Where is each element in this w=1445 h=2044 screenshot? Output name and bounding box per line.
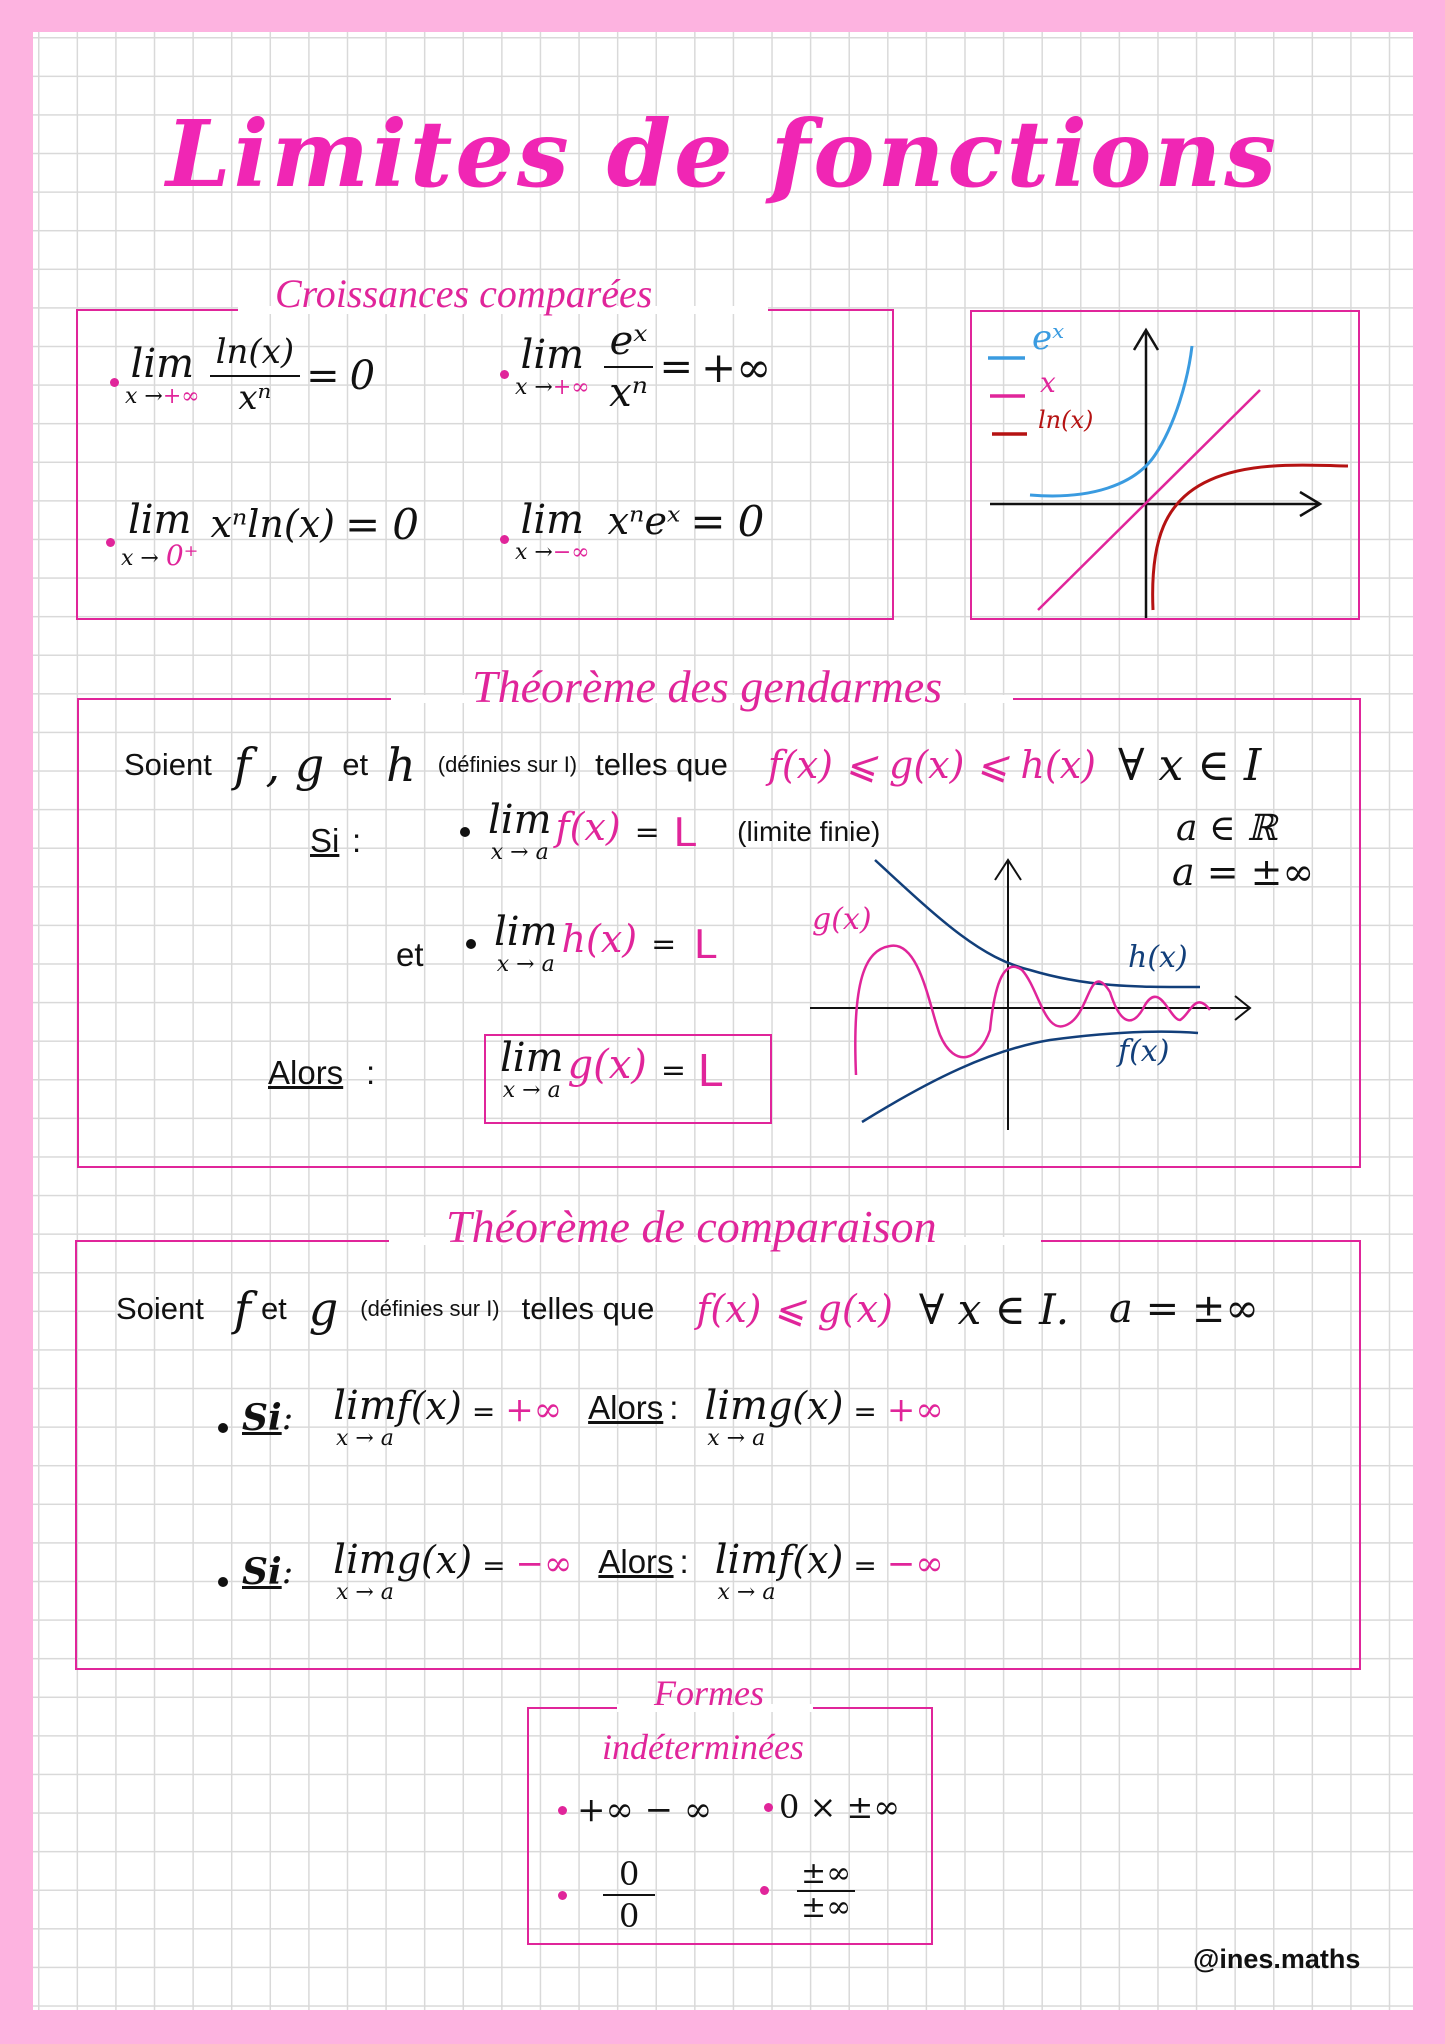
limit-xn-ln: lim x → 0⁺ xⁿln(x) = 0 bbox=[106, 500, 419, 570]
bullet-dot bbox=[218, 1577, 228, 1587]
limit-xn-exp: lim x →−∞ xⁿeˣ = 0 bbox=[500, 500, 764, 564]
section-title-indeterminees: indéterminées bbox=[602, 1727, 804, 1767]
growth-graph-plot bbox=[970, 310, 1360, 620]
bullet-dot bbox=[764, 1803, 773, 1812]
si-label: Si bbox=[310, 822, 340, 859]
bullet-dot bbox=[460, 827, 470, 837]
bullet-dot bbox=[110, 378, 119, 387]
bullet-dot bbox=[218, 1423, 228, 1433]
conclusion-g-limit: lim x → a g(x) = L bbox=[500, 1035, 724, 1103]
legend-x-label: x bbox=[1040, 366, 1056, 399]
alors-label: Alors bbox=[268, 1054, 344, 1091]
author-credit: @ines.maths bbox=[1193, 1944, 1361, 1974]
form-zero-over-zero: $\frac{0}{0}$ bbox=[558, 1858, 655, 1933]
a-infinity-note: a = ±∞ bbox=[1172, 850, 1315, 894]
gendarmes-hypothesis: Soient f , g et h (définies sur I) telles que f(x) ⩽ g(x) ⩽ h(x) ∀ x ∈ I bbox=[124, 738, 1262, 792]
section-title-gendarmes: Théorème des gendarmes bbox=[472, 661, 943, 712]
si-colon: : bbox=[352, 822, 362, 859]
bullet-dot bbox=[558, 1806, 567, 1815]
graph-label-h: h(x) bbox=[1128, 940, 1188, 975]
legend-ln-label: ln(x) bbox=[1038, 406, 1094, 434]
comparaison-hypothesis: Soient f et g (définies sur I) telles que f(x) ⩽ g(x) ∀ x ∈ I. a = ±∞ bbox=[116, 1282, 1259, 1336]
section-title-formes: Formes bbox=[654, 1673, 764, 1713]
alors-colon: : bbox=[366, 1054, 376, 1091]
condition-f-limit: lim x → a f(x) = L (limite finie) bbox=[460, 800, 880, 864]
limit-ln-over-xn: lim x →+∞ $\frac{\ln(x)}{\text{xⁿ}}$ = 0 bbox=[110, 335, 375, 416]
legend-exp-label: eˣ bbox=[1032, 318, 1065, 358]
graph-label-g: g(x) bbox=[812, 902, 872, 937]
bullet-dot bbox=[466, 939, 476, 949]
form-zero-times-inf: 0 × ±∞ bbox=[764, 1788, 900, 1826]
form-inf-minus-inf: +∞ − ∞ bbox=[558, 1790, 712, 1830]
page-title: Limites de fonctions bbox=[165, 100, 1279, 208]
bullet-dot bbox=[558, 1891, 567, 1900]
graph-label-f: f(x) bbox=[1118, 1034, 1170, 1069]
form-inf-over-inf: $\frac{\pm\infty}{\pm\infty}$ bbox=[760, 1858, 855, 1923]
condition-h-limit: lim x → a h(x) = L bbox=[466, 912, 718, 976]
bullet-dot bbox=[500, 370, 509, 379]
bullet-dot bbox=[500, 535, 509, 544]
et-label: et bbox=[396, 936, 424, 973]
a-in-reals-note: a ∈ ℝ bbox=[1176, 808, 1277, 849]
bullet-dot bbox=[760, 1886, 769, 1895]
section-title-croissances: Croissances comparées bbox=[275, 271, 653, 316]
comparaison-rule-plus-infinity: Si : lim x → a f(x) = +∞ Alors : lim x → a g(x) = +∞ bbox=[218, 1386, 944, 1450]
squeeze-theorem-graph bbox=[790, 840, 1270, 1140]
comparaison-rule-minus-infinity: Si : lim x → a g(x) = −∞ Alors : lim x → a f(x) = −∞ bbox=[218, 1540, 944, 1604]
section-title-comparaison: Théorème de comparaison bbox=[446, 1201, 937, 1252]
limit-exp-over-xn: lim x →+∞ $\frac{\text{eˣ}}{\text{xⁿ}}$ = +∞ bbox=[500, 320, 771, 414]
bullet-dot bbox=[106, 538, 115, 547]
